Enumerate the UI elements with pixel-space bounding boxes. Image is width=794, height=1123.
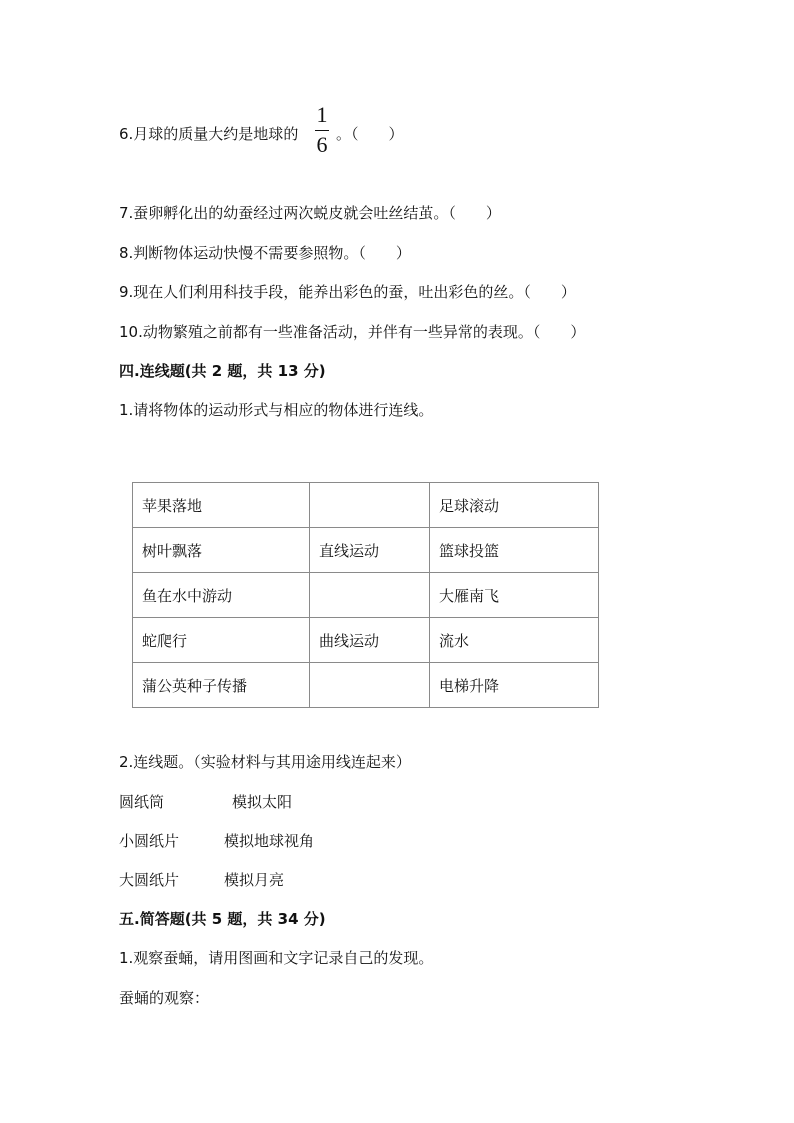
pair-right-item: 模拟地球视角 bbox=[224, 832, 315, 850]
pair-left-item: 大圆纸片 bbox=[119, 871, 180, 889]
fraction-numerator: 1 bbox=[316, 102, 328, 127]
table-row bbox=[133, 483, 599, 528]
fraction-bar bbox=[315, 130, 329, 131]
table-row bbox=[133, 573, 599, 618]
pair-left-item: 圆纸筒 bbox=[119, 793, 165, 811]
table-cell: 篮球投篮 bbox=[430, 528, 599, 573]
table-cell bbox=[310, 663, 430, 708]
question-7: 7.蚕卵孵化出的幼蚕经过两次蜕皮就会吐丝结茧。（ ） bbox=[119, 204, 501, 222]
table-cell: 电梯升降 bbox=[430, 663, 599, 708]
matching-table bbox=[132, 482, 599, 708]
question-8: 8.判断物体运动快慢不需要参照物。（ ） bbox=[119, 244, 411, 262]
pair-right-item: 模拟月亮 bbox=[224, 871, 285, 889]
section-5-question-1: 1.观察蚕蛹，请用图画和文字记录自己的发现。 bbox=[119, 949, 434, 967]
section-5-question-1-subprompt: 蚕蛹的观察： bbox=[119, 989, 210, 1007]
table-cell bbox=[310, 483, 430, 528]
section-4-question-1: 1.请将物体的运动形式与相应的物体进行连线。 bbox=[119, 401, 434, 419]
table-cell: 曲线运动 bbox=[310, 618, 430, 663]
table-cell: 蒲公英种子传播 bbox=[133, 663, 310, 708]
table-cell: 足球滚动 bbox=[430, 483, 599, 528]
section-4-question-2: 2.连线题。（实验材料与其用途用线连起来） bbox=[119, 753, 411, 771]
question-10: 10.动物繁殖之前都有一些准备活动，并伴有一些异常的表现。（ ） bbox=[119, 323, 586, 341]
table-cell: 流水 bbox=[430, 618, 599, 663]
table-row bbox=[133, 663, 599, 708]
table-row bbox=[133, 618, 599, 663]
table-cell: 直线运动 bbox=[310, 528, 430, 573]
table-cell: 蛇爬行 bbox=[133, 618, 310, 663]
table-cell: 树叶飘落 bbox=[133, 528, 310, 573]
question-6-text: 6.月球的质量大约是地球的 bbox=[119, 125, 299, 143]
pair-left-item: 小圆纸片 bbox=[119, 832, 180, 850]
table-cell: 鱼在水中游动 bbox=[133, 573, 310, 618]
table-cell: 苹果落地 bbox=[133, 483, 310, 528]
table-cell bbox=[310, 573, 430, 618]
section-5-heading: 五.简答题(共 5 题，共 34 分) bbox=[119, 910, 326, 928]
question-6-answer-blank: 。（ ） bbox=[336, 125, 404, 143]
pair-right-item: 模拟太阳 bbox=[232, 793, 293, 811]
section-4-heading: 四.连线题(共 2 题，共 13 分) bbox=[119, 362, 326, 380]
table-row bbox=[133, 528, 599, 573]
table-cell: 大雁南飞 bbox=[430, 573, 599, 618]
fraction-denominator: 6 bbox=[316, 132, 328, 157]
question-9: 9.现在人们利用科技手段，能养出彩色的蚕，吐出彩色的丝。（ ） bbox=[119, 283, 576, 301]
